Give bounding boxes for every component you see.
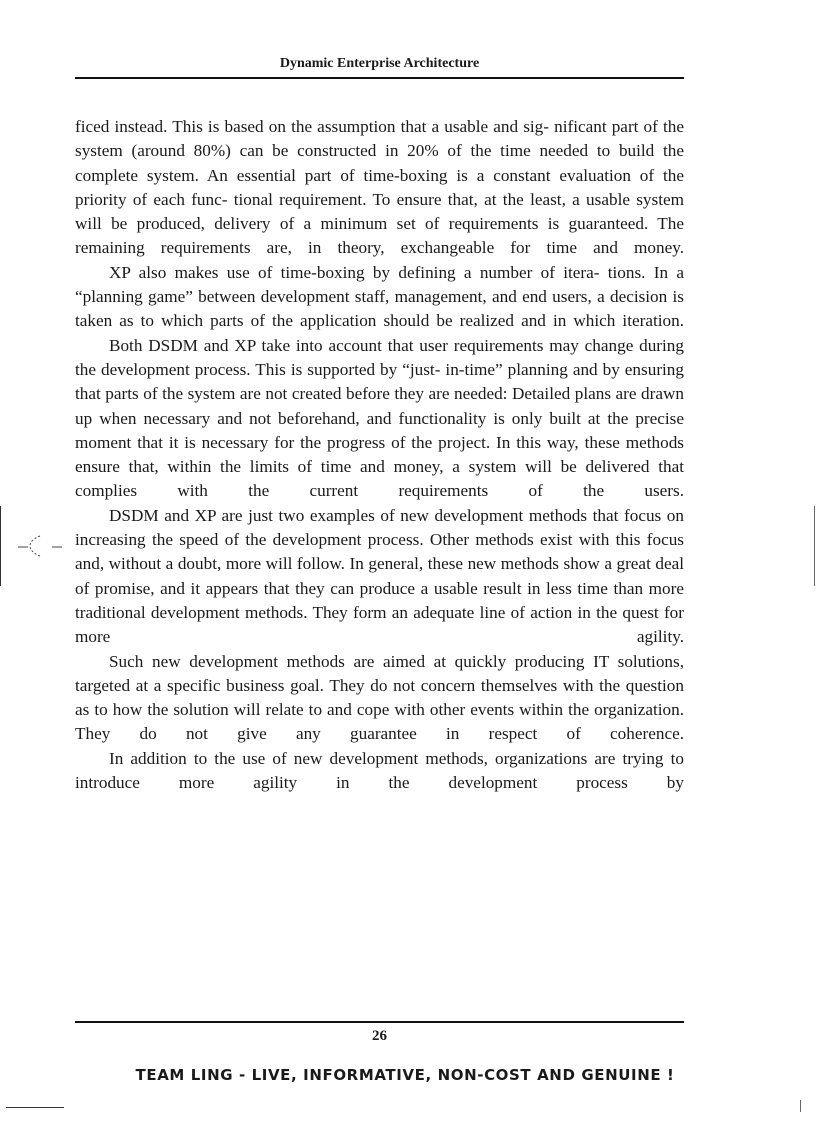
paragraph-6: In addition to the use of new development methods, organizations are trying to introduce more agility in the development process by — [75, 748, 684, 793]
footer-rule — [75, 1021, 684, 1023]
paragraph-2: XP also makes use of time-boxing by defining a number of itera- tions. In a “planning game” between development staff, management, and end users, a decision is taken as to which parts of the application should be realized and in which iteration. — [75, 262, 684, 331]
body-text — [75, 115, 684, 795]
crop-mark-bottom-left — [6, 1107, 64, 1108]
paragraph-1: ficed instead. This is based on the assumption that a usable and sig- nificant part of the system (around 80%) can be constructed in 20% of the time needed to build the complete system. An essential part of time-boxing is a constant evaluation of the priority of each func- tional requirement. To ensure that, at the least, a usable system will be produced, delivery of a minimum set of requirements is guaranteed. The remaining requirements are, in theory, exchangeable for time and money. — [75, 117, 684, 258]
crop-mark-left-line — [0, 506, 1, 586]
running-header-title: Dynamic Enterprise Architecture — [279, 56, 480, 71]
footer-credit: TEAM LING - LIVE, INFORMATIVE, NON-COST AND GENUINE ! — [135, 1066, 675, 1084]
paragraph-5: Such new development methods are aimed at quickly producing IT solutions, targeted at a specific business goal. They do not concern themselves with the question as to how the solution will relate to and cope with other events within the organization. They do not give any guarantee in respect of coherence. — [75, 651, 684, 744]
paragraph-4: DSDM and XP are just two examples of new development methods that focus on increasing the speed of the development process. Other methods exist with this focus and, without a doubt, more will follow. In general, these new methods show a great deal of promise, and it appears that they can produce a usable result in less time than more traditional development methods. They form an adequate line of action in the quest for more agility. — [75, 505, 684, 647]
paragraph-3: Both DSDM and XP take into account that user requirements may change during the development process. This is supported by “just- in-time” planning and by ensuring that parts of the system are not created before they are needed: Detailed plans are drawn up when necessary and not beforehand, and functionality is only built at the precise moment that it is necessary for the progress of the project. In this way, these methods ensure that, within the limits of time and money, a system will be delivered that complies with the current requirements of the users. — [75, 335, 684, 501]
crop-mark-bottom-right — [800, 1100, 801, 1112]
header-rule — [75, 77, 684, 79]
registration-mark-icon — [18, 530, 64, 560]
page-number: 26 — [372, 1028, 387, 1044]
crop-mark-right-line — [814, 506, 815, 586]
